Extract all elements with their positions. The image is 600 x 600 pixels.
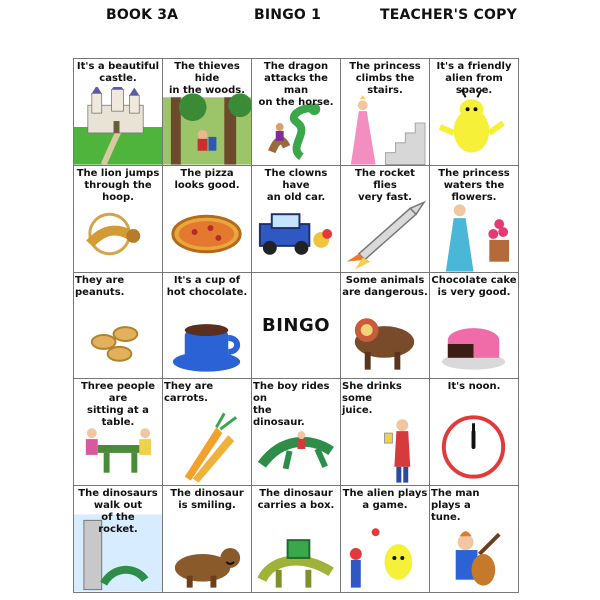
bingo-grid	[73, 58, 519, 593]
book-label: BOOK 3A	[106, 7, 179, 23]
bingo-cell-alien-game[interactable]	[341, 486, 430, 593]
cell-caption: The dragon attacks the man on the horse.	[258, 61, 334, 108]
cell-caption: Three people are sitting at a table.	[80, 381, 156, 429]
cell-caption: The princess waters the flowers.	[438, 167, 510, 203]
bingo-cell-dragon[interactable]	[252, 59, 341, 166]
bingo-cell-cake[interactable]	[430, 273, 519, 380]
cell-caption: It's a beautiful castle.	[76, 61, 160, 84]
cell-caption: The thieves hide in the woods.	[168, 61, 246, 96]
center-label: BINGO	[261, 314, 331, 336]
dinosaur-box-icon	[252, 514, 340, 592]
alien-icon	[430, 87, 518, 165]
bingo-cell-girl-juice[interactable]	[341, 379, 430, 486]
alien-game-icon	[341, 514, 429, 592]
cell-caption: The dinosaur carries a box.	[257, 488, 335, 512]
lion-hoop-icon	[74, 194, 162, 272]
bingo-title: BINGO 1	[254, 7, 322, 23]
cake-icon	[430, 300, 518, 378]
castle-icon	[74, 87, 162, 165]
cell-caption: The boy rides on the dinosaur.	[253, 381, 330, 429]
bingo-cell-thieves[interactable]	[163, 59, 252, 166]
bingo-cell-clock[interactable]	[430, 379, 519, 486]
cell-caption: The rocket flies very fast.	[355, 167, 415, 203]
clock-icon	[430, 407, 518, 485]
cell-caption: The pizza looks good.	[174, 167, 240, 191]
cell-caption: It's noon.	[447, 381, 501, 393]
bingo-cell-man-guitar[interactable]	[430, 486, 519, 593]
rocket-icon	[341, 194, 429, 272]
bingo-cell-hot-chocolate[interactable]	[163, 273, 252, 380]
cell-caption: The princess climbs the stairs.	[349, 61, 421, 96]
bingo-cell-princess-flowers[interactable]	[430, 166, 519, 273]
peanuts-icon	[74, 300, 162, 378]
cell-caption: It's a friendly alien from space.	[436, 61, 512, 96]
princess-on-stairs-icon	[341, 87, 429, 165]
bingo-cell-clown-car[interactable]	[252, 166, 341, 273]
bingo-cell-pizza[interactable]	[163, 166, 252, 273]
cell-caption: Chocolate cake is very good.	[431, 274, 517, 298]
man-guitar-icon	[430, 514, 518, 592]
bingo-cell-boy-dinosaur[interactable]	[252, 379, 341, 486]
page-header	[0, 7, 600, 27]
cell-caption: The clowns have an old car.	[264, 167, 328, 203]
clown-car-icon	[252, 194, 340, 272]
bingo-cell-rocket[interactable]	[341, 166, 430, 273]
bingo-cell-people-table[interactable]	[74, 379, 163, 486]
bingo-cell-smiling-dinosaur[interactable]	[163, 486, 252, 593]
cell-caption: They are peanuts.	[75, 274, 125, 298]
thieves-in-woods-icon	[163, 87, 251, 165]
cell-caption: It's a cup of hot chocolate.	[166, 274, 248, 298]
bingo-cell-peanuts[interactable]	[74, 273, 163, 380]
teacher-copy-label: TEACHER'S COPY	[380, 7, 517, 23]
bingo-cell-dangerous-animals[interactable]	[341, 273, 430, 380]
bingo-cell-dinosaur-box[interactable]	[252, 486, 341, 593]
smiling-dinosaur-icon	[163, 514, 251, 592]
cell-caption: Some animals are dangerous.	[342, 274, 428, 298]
cell-caption: The dinosaur is smiling.	[170, 488, 244, 512]
pizza-icon	[163, 194, 251, 272]
bingo-cell-dinosaur-rocket[interactable]	[74, 486, 163, 593]
cell-caption: The man plays a tune.	[431, 488, 480, 524]
girl-juice-icon	[341, 407, 429, 485]
bingo-cell-carrots[interactable]	[163, 379, 252, 486]
dangerous-animal-icon	[341, 300, 429, 378]
cell-caption: The dinosaurs walk out of the rocket.	[78, 488, 158, 536]
bingo-center-cell	[252, 273, 341, 380]
princess-flowers-icon	[430, 194, 518, 272]
carrots-icon	[163, 407, 251, 485]
bingo-cell-castle[interactable]	[74, 59, 163, 166]
hot-chocolate-icon	[163, 300, 251, 378]
cell-caption: She drinks some juice.	[342, 381, 402, 417]
bingo-cell-princess-stairs[interactable]	[341, 59, 430, 166]
cell-caption: The alien plays a game.	[342, 488, 428, 512]
cell-caption: The lion jumps through the hoop.	[76, 167, 160, 203]
cell-caption: They are carrots.	[164, 381, 214, 405]
bingo-cell-lion[interactable]	[74, 166, 163, 273]
bingo-cell-alien[interactable]	[430, 59, 519, 166]
